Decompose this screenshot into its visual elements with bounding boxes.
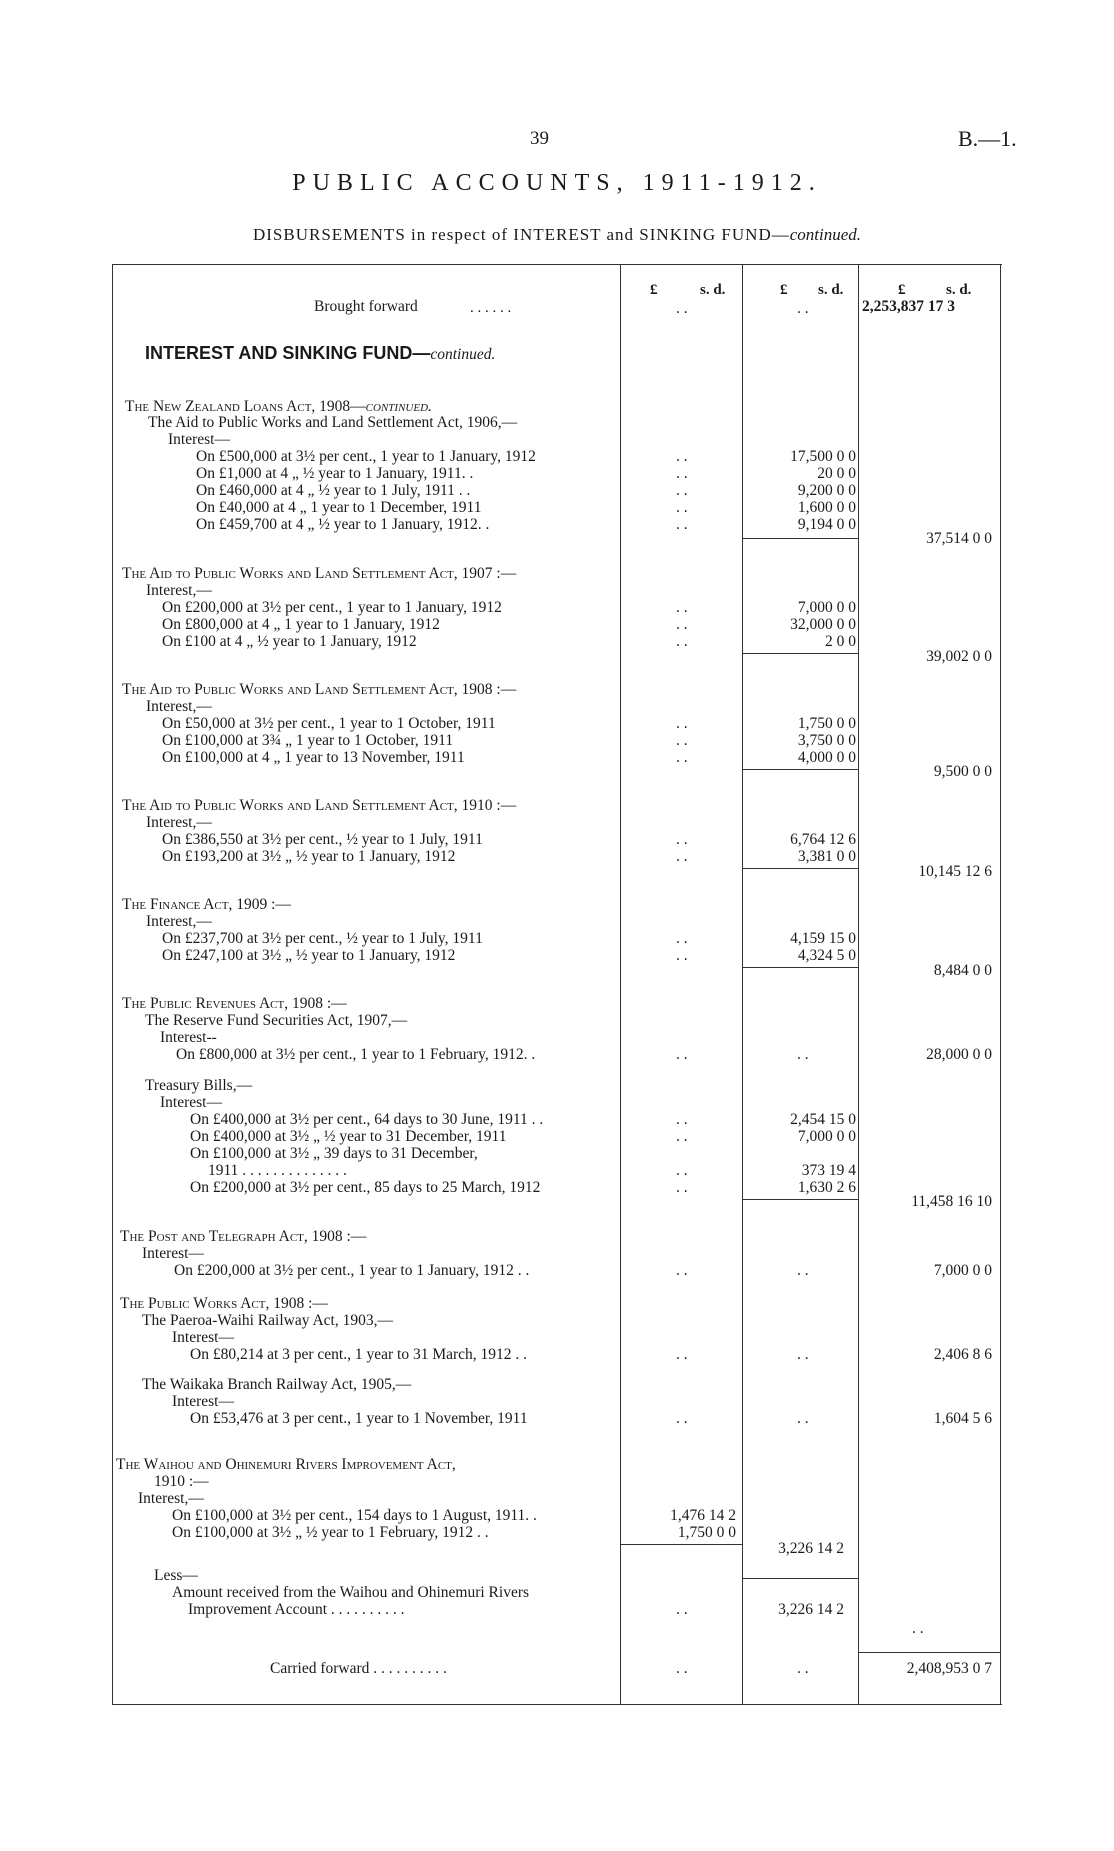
public-revenues-row-c1: . .	[676, 1046, 688, 1063]
finance-1909-row-1: On £247,100 at 3½ „ ½ year to 1 January, 1912	[162, 947, 456, 964]
waihou-row-0: On £100,000 at 3½ per cent., 154 days to 1 August, 1911. .	[172, 1507, 537, 1524]
carried-forward-c3: 2,408,953 0 7	[906, 1660, 992, 1677]
nz-loans-interest: Interest—	[168, 431, 230, 448]
nz-loans-row-4-c2: 9,194 0 0	[797, 516, 856, 533]
aid-1908-row-0-c2: 1,750 0 0	[797, 715, 856, 732]
treasury-row-4: On £200,000 at 3½ per cent., 85 days to 25 March, 1912	[190, 1179, 541, 1196]
page-number: 39	[530, 128, 549, 149]
table-left-rule	[112, 264, 113, 1704]
document-reference: B.—1.	[958, 126, 1017, 151]
aid-1908-act: The Aid to Public Works and Land Settlement Act, 1908 :—	[122, 681, 517, 698]
public-works-row2-c2: . .	[797, 1410, 809, 1427]
nz-loans-row-2-c2: 9,200 0 0	[797, 482, 856, 499]
public-works-interest1: Interest—	[172, 1329, 234, 1346]
waihou-interest: Interest,—	[138, 1490, 204, 1507]
nz-loans-sub: The Aid to Public Works and Land Settlement Act, 1906,—	[148, 414, 518, 431]
page-title: PUBLIC ACCOUNTS, 1911-1912.	[292, 170, 822, 196]
nz-loans-row-0-c2: 17,500 0 0	[790, 448, 856, 465]
waihou-less-c2: 3,226 14 2	[778, 1601, 844, 1618]
finance-1909-row-0: On £237,700 at 3½ per cent., ½ year to 1 July, 1911	[162, 930, 483, 947]
public-works-row2: On £53,476 at 3 per cent., 1 year to 1 November, 1911	[190, 1410, 528, 1427]
aid-1910-row-0: On £386,550 at 3½ per cent., ½ year to 1 July, 1911	[162, 831, 483, 848]
finance-1909-interest: Interest,—	[146, 913, 212, 930]
treasury-interest: Interest—	[160, 1094, 222, 1111]
post-telegraph-row-c3: 7,000 0 0	[933, 1262, 992, 1279]
nz-loans-total: 37,514 0 0	[926, 530, 992, 547]
treasury-row-0-c2: 2,454 15 0	[790, 1111, 856, 1128]
treasury-total: 11,458 16 10	[911, 1193, 992, 1210]
aid-1910-row-1-c2: 3,381 0 0	[797, 848, 856, 865]
aid-1908-row-2-c2: 4,000 0 0	[797, 749, 856, 766]
post-telegraph-row: On £200,000 at 3½ per cent., 1 year to 1 January, 1912 . .	[174, 1262, 530, 1279]
treasury-row-3-c1: . .	[676, 1162, 688, 1179]
public-works-act: The Public Works Act, 1908 :—	[120, 1295, 328, 1312]
section-heading-text: INTEREST AND SINKING FUND—	[145, 343, 431, 363]
finance-1909-row-0-c1: . .	[676, 930, 688, 947]
finance-1909-row-0-c2: 4,159 15 0	[790, 930, 856, 947]
aid-1910-row-0-c1: . .	[676, 831, 688, 848]
waihou-less-line2: Improvement Account . . . . . . . . . .	[188, 1601, 405, 1618]
page-subtitle	[0, 225, 1114, 245]
nz-loans-act-italic: continued.	[365, 398, 432, 415]
aid-1908-total: 9,500 0 0	[933, 763, 992, 780]
column-rule-3	[858, 264, 859, 1704]
waihou-less-c1: . .	[676, 1601, 688, 1618]
public-revenues-interest: Interest--	[160, 1029, 217, 1046]
public-works-row1: On £80,214 at 3 per cent., 1 year to 31 March, 1912 . .	[190, 1346, 528, 1363]
waihou-row-1: On £100,000 at 3½ „ ½ year to 1 February, 1912 . .	[172, 1524, 489, 1541]
carried-forward-label: Carried forward . . . . . . . . . .	[270, 1660, 447, 1677]
nz-loans-row-1-c2: 20 0 0	[817, 465, 856, 482]
treasury-row-1: On £400,000 at 3½ „ ½ year to 31 December, 1911	[190, 1128, 507, 1145]
treasury-row-0: On £400,000 at 3½ per cent., 64 days to 30 June, 1911 . .	[190, 1111, 544, 1128]
public-works-row1-c2: . .	[797, 1346, 809, 1363]
waihou-less-rule	[742, 1578, 858, 1579]
column-rule-2	[742, 264, 743, 1704]
finance-1909-row-1-c2: 4,324 5 0	[797, 947, 856, 964]
col1-sd: s. d.	[700, 282, 726, 298]
aid-1908-row-2-c1: . .	[676, 749, 688, 766]
waihou-row-1-c1: 1,750 0 0	[677, 1524, 736, 1541]
aid-1908-row-0: On £50,000 at 3½ per cent., 1 year to 1 October, 1911	[162, 715, 496, 732]
brought-forward-c3: 2,253,837 17 3	[862, 298, 955, 315]
nz-loans-row-2-c1: . .	[676, 482, 688, 499]
aid-1910-interest: Interest,—	[146, 814, 212, 831]
post-telegraph-row-c1: . .	[676, 1262, 688, 1279]
section-heading	[145, 345, 495, 363]
aid-1907-total: 39,002 0 0	[926, 648, 992, 665]
waihou-less-c3: . .	[912, 1620, 924, 1637]
treasury-row-0-c1: . .	[676, 1111, 688, 1128]
public-revenues-row-c3: 28,000 0 0	[926, 1046, 992, 1063]
nz-loans-row-0: On £500,000 at 3½ per cent., 1 year to 1 January, 1912	[196, 448, 536, 465]
public-works-interest2: Interest—	[172, 1393, 234, 1410]
aid-1908-row-1: On £100,000 at 3¾ „ 1 year to 1 October, 1911	[162, 732, 454, 749]
nz-loans-row-4-c1: . .	[676, 516, 688, 533]
nz-loans-row-3-c2: 1,600 0 0	[797, 499, 856, 516]
table-top-rule	[112, 264, 1002, 265]
aid-1910-act: The Aid to Public Works and Land Settlement Act, 1910 :—	[122, 797, 517, 814]
nz-loans-row-3: On £40,000 at 4 „ 1 year to 1 December, 1911	[196, 499, 482, 516]
column-rule-1	[620, 264, 621, 1704]
carried-forward-c2: . .	[797, 1660, 809, 1677]
treasury-row-3: 1911 . . . . . . . . . . . . . .	[208, 1162, 347, 1179]
public-revenues-row-c2: . .	[797, 1046, 809, 1063]
carried-forward-top-rule	[858, 1652, 1000, 1653]
waihou-act-line2: 1910 :—	[154, 1473, 209, 1490]
public-revenues-act: The Public Revenues Act, 1908 :—	[122, 995, 347, 1012]
aid-1907-act: The Aid to Public Works and Land Settlement Act, 1907 :—	[122, 565, 517, 582]
public-works-row1-c3: 2,406 8 6	[933, 1346, 992, 1363]
aid-1910-total: 10,145 12 6	[918, 863, 992, 880]
aid-1908-interest: Interest,—	[146, 698, 212, 715]
aid-1907-row-0-c2: 7,000 0 0	[797, 599, 856, 616]
aid-1907-row-1-c1: . .	[676, 616, 688, 633]
brought-forward-c1: . .	[676, 300, 688, 317]
public-works-row2-c1: . .	[676, 1410, 688, 1427]
finance-1909-act: The Finance Act, 1909 :—	[122, 896, 291, 913]
nz-loans-act-text: The New Zealand Loans Act, 1908—	[125, 398, 366, 415]
aid-1907-sum-rule	[742, 653, 858, 654]
treasury-row-3-c2: 373 19 4	[801, 1162, 856, 1179]
aid-1908-row-2: On £100,000 at 4 „ 1 year to 13 November, 1911	[162, 749, 465, 766]
waihou-less-line1: Amount received from the Waihou and Ohinemuri Rivers	[172, 1584, 530, 1601]
subtitle-text: DISBURSEMENTS in respect of INTEREST and SINKING FUND—	[252, 225, 790, 244]
waihou-subtotal: 3,226 14 2	[778, 1540, 844, 1557]
aid-1910-sum-rule	[742, 868, 858, 869]
post-telegraph-act: The Post and Telegraph Act, 1908 :—	[120, 1228, 367, 1245]
nz-loans-row-3-c1: . .	[676, 499, 688, 516]
aid-1907-row-2: On £100 at 4 „ ½ year to 1 January, 1912	[162, 633, 417, 650]
waihou-sum-rule	[620, 1544, 742, 1545]
public-works-row1-c1: . .	[676, 1346, 688, 1363]
nz-loans-act	[125, 398, 432, 415]
finance-1909-sum-rule	[742, 967, 858, 968]
col2-pound: £	[780, 282, 788, 298]
treasury-row-4-c2: 1,630 2 6	[797, 1179, 856, 1196]
public-revenues-sub: The Reserve Fund Securities Act, 1907,—	[145, 1012, 408, 1029]
nz-loans-row-1-c1: . .	[676, 465, 688, 482]
public-revenues-row: On £800,000 at 3½ per cent., 1 year to 1 February, 1912. .	[176, 1046, 536, 1063]
nz-loans-row-2: On £460,000 at 4 „ ½ year to 1 July, 1911 . .	[196, 482, 471, 499]
nz-loans-sum-rule	[742, 538, 858, 539]
aid-1907-row-0-c1: . .	[676, 599, 688, 616]
subtitle-italic: continued.	[789, 225, 862, 244]
col1-pound: £	[650, 282, 658, 298]
public-works-sub2: The Waikaka Branch Railway Act, 1905,—	[142, 1376, 412, 1393]
col3-sd: s. d.	[946, 282, 972, 298]
public-works-row2-c3: 1,604 5 6	[933, 1410, 992, 1427]
aid-1907-row-1-c2: 32,000 0 0	[790, 616, 856, 633]
aid-1910-row-1-c1: . .	[676, 848, 688, 865]
table-right-rule	[1000, 264, 1001, 1704]
treasury-sum-rule	[742, 1199, 858, 1200]
carried-forward-c1: . .	[676, 1660, 688, 1677]
aid-1907-row-2-c1: . .	[676, 633, 688, 650]
aid-1907-row-0: On £200,000 at 3½ per cent., 1 year to 1 January, 1912	[162, 599, 502, 616]
aid-1907-interest: Interest,—	[146, 582, 212, 599]
finance-1909-total: 8,484 0 0	[933, 962, 992, 979]
brought-forward-label: Brought forward	[314, 298, 418, 315]
table-bottom-rule	[112, 1704, 1002, 1705]
waihou-act-line1: The Waihou and Ohinemuri Rivers Improvement Act,	[116, 1456, 456, 1473]
post-telegraph-row-c2: . .	[797, 1262, 809, 1279]
col3-pound: £	[898, 282, 906, 298]
treasury-row-1-c2: 7,000 0 0	[797, 1128, 856, 1145]
brought-forward-c2: . .	[797, 300, 809, 317]
treasury-bills: Treasury Bills,—	[145, 1077, 253, 1094]
treasury-row-1-c1: . .	[676, 1128, 688, 1145]
col2-sd: s. d.	[818, 282, 844, 298]
waihou-less: Less—	[154, 1567, 198, 1584]
aid-1910-row-0-c2: 6,764 12 6	[790, 831, 856, 848]
waihou-row-0-c1: 1,476 14 2	[670, 1507, 736, 1524]
post-telegraph-interest: Interest—	[142, 1245, 204, 1262]
aid-1907-row-2-c2: 2 0 0	[825, 633, 856, 650]
aid-1907-row-1: On £800,000 at 4 „ 1 year to 1 January, 1912	[162, 616, 440, 633]
aid-1910-row-1: On £193,200 at 3½ „ ½ year to 1 January, 1912	[162, 848, 456, 865]
brought-forward-dots: . . . . . .	[470, 300, 512, 316]
nz-loans-row-4: On £459,700 at 4 „ ½ year to 1 January, 1912. .	[196, 516, 490, 533]
treasury-row-2: On £100,000 at 3½ „ 39 days to 31 December,	[190, 1145, 478, 1162]
aid-1908-sum-rule	[742, 769, 858, 770]
nz-loans-row-0-c1: . .	[676, 448, 688, 465]
section-heading-italic: continued.	[430, 346, 496, 363]
aid-1908-row-1-c2: 3,750 0 0	[797, 732, 856, 749]
treasury-row-4-c1: . .	[676, 1179, 688, 1196]
aid-1908-row-1-c1: . .	[676, 732, 688, 749]
finance-1909-row-1-c1: . .	[676, 947, 688, 964]
aid-1908-row-0-c1: . .	[676, 715, 688, 732]
public-works-sub1: The Paeroa-Waihi Railway Act, 1903,—	[142, 1312, 393, 1329]
nz-loans-row-1: On £1,000 at 4 „ ½ year to 1 January, 1911. .	[196, 465, 474, 482]
